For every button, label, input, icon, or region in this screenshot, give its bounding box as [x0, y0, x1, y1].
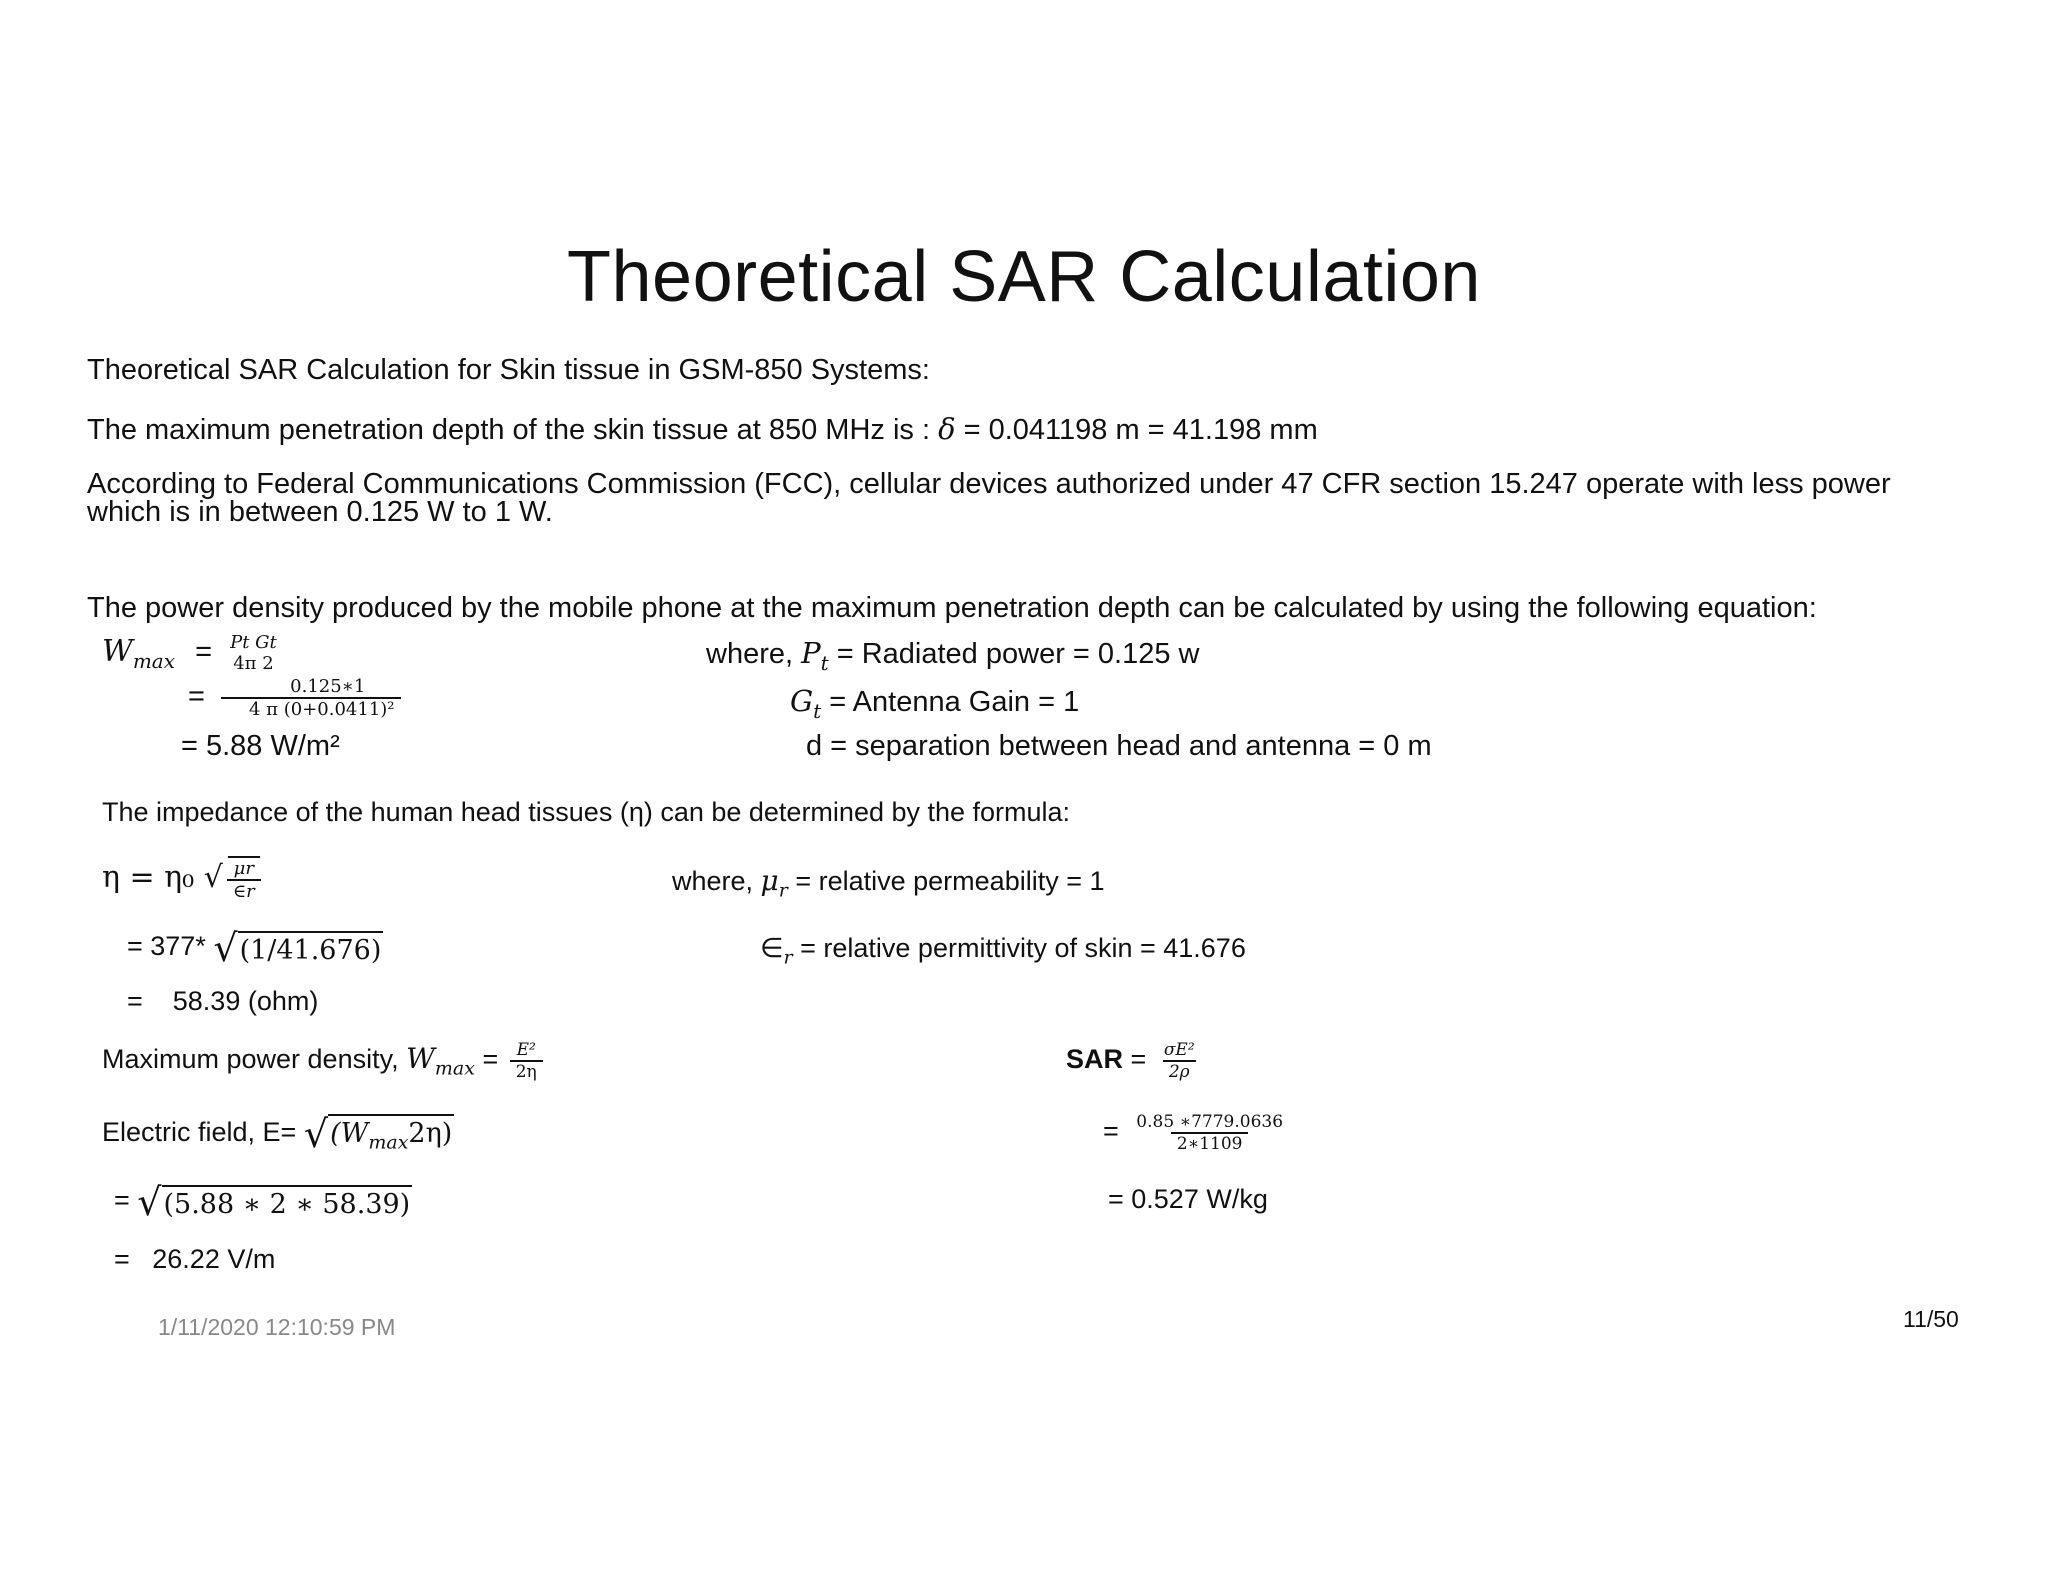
depth-text-a: The maximum penetration depth of the skin tissue at 850 MHz is : [87, 414, 939, 446]
sub-denominator: 4 π (0+0.0411)² [221, 697, 401, 720]
sar-result: = 0.527 W/kg [1108, 1184, 1268, 1214]
wmax-result: = 5.88 W/m² [181, 730, 340, 762]
sar-formula: SAR = $\frac{\text{σE²}}{2\rho}$ [1066, 1040, 1205, 1082]
subtitle: Theoretical SAR Calculation for Skin tissue in GSM-850 Systems: [87, 354, 930, 386]
equals-sign: = [195, 635, 213, 668]
delta-symbol: δ [938, 412, 956, 446]
wmax-substitution: = $\frac{0.125∗1}{\text{4 π (0+0.0411)²}}$ [188, 676, 405, 720]
efield-substitution: = √(5.88 ∗ 2 ∗ 58.39) [114, 1180, 411, 1224]
where-gt: $G_t$ = Antenna Gain = 1 [790, 684, 1080, 723]
sar-fraction: $\frac{\text{σE²}}{2\rho}$ [1163, 1040, 1195, 1082]
eta-substitution: = 377* √(1/41.676) [127, 926, 382, 970]
efield-result: = 26.22 V/m [114, 1244, 276, 1274]
wmax-symbol: $W_{max}$ [102, 633, 176, 673]
mpd-fraction: $\frac{\text{E²}}{2\eta}$ [510, 1040, 543, 1082]
fcc-paragraph [87, 470, 1891, 526]
impedance-intro: The impedance of the human head tissues (η) can be determined by the formula: [102, 797, 1071, 827]
wmax-fraction [224, 632, 283, 674]
sar-substitution: = $\frac{0.85 ∗7779.0636}{2∗1109}$ [1103, 1112, 1293, 1154]
wmax-sub-fraction [221, 676, 401, 720]
where-pt: where, $P_t$ = Radiated power = 0.125 w [706, 636, 1200, 675]
where-epsilon: $\in_r$ = relative permittivity of skin = 41.676 [760, 933, 1246, 969]
sar-sub-fraction: $\frac{0.85 ∗7779.0636}{2∗1109}$ [1136, 1112, 1284, 1154]
eta-fraction: $\frac{\mu r}{\in r}$ [227, 856, 261, 902]
eta-lhs: η = η₀ √ [102, 859, 223, 895]
fcc-line-2: which is in between 0.125 W to 1 W. [87, 496, 553, 528]
footer-date: 1/11/2020 12:10:59 PM [158, 1314, 396, 1340]
max-power-density: Maximum power density, $W_{max}$ = $\frac{\text{E²}}{2\eta}$ [102, 1040, 547, 1082]
where-mu: where, $\mu_r$ = relative permeability = 1 [672, 864, 1105, 902]
penetration-depth-line [87, 412, 1318, 447]
fraction-numerator: Pt Gt [230, 632, 277, 653]
depth-text-b: = 0.041198 m = 41.198 mm [955, 414, 1318, 446]
slide-title: Theoretical SAR Calculation [567, 237, 1481, 317]
power-density-intro: The power density produced by the mobile phone at the maximum penetration depth can be calculated by using the following equation: [87, 592, 1817, 624]
sqrt-efield: $√(W_{max}2\eta)$ [303, 1112, 453, 1156]
eta-formula [102, 856, 265, 902]
where-d: d = separation between head and antenna = 0 m [806, 730, 1432, 762]
eta-result: = 58.39 (ohm) [127, 986, 319, 1016]
page-number: 11/50 [1903, 1306, 1959, 1332]
sqrt-expression: √(1/41.676) [213, 926, 382, 970]
electric-field: Electric field, $E= √(W_{max}2\eta)$ [102, 1112, 453, 1156]
sub-numerator: 0.125∗1 [290, 676, 366, 697]
fcc-line-1: According to Federal Communications Commission (FCC), cellular devices authorized under 47 CFR section 15.247 operate with less power [87, 468, 1891, 500]
fraction-denominator: 4π 2 [233, 653, 274, 674]
sqrt-substitution: √(5.88 ∗ 2 ∗ 58.39) [137, 1180, 411, 1224]
wmax-equation [102, 632, 287, 674]
